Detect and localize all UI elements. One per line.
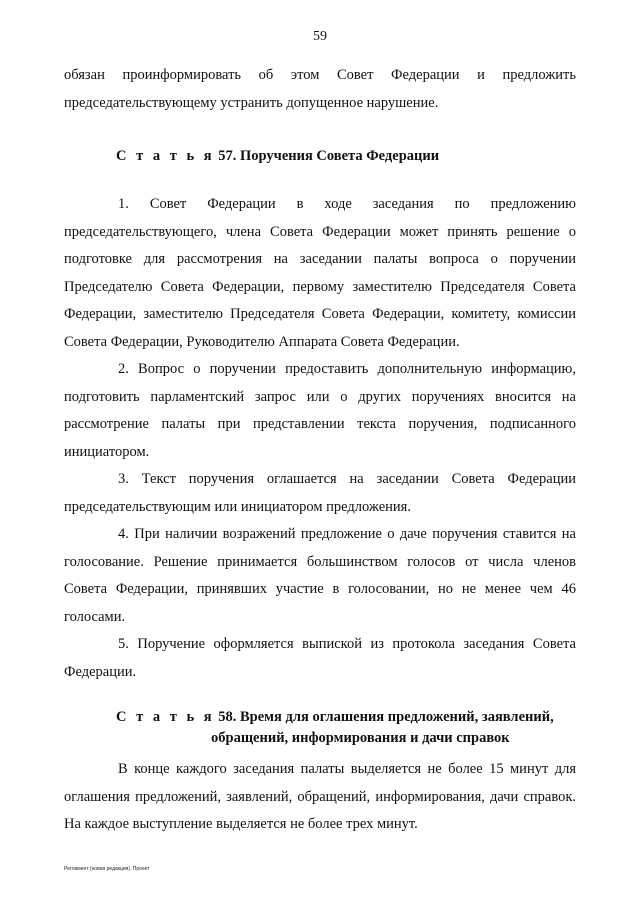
article-57-body	[64, 191, 576, 686]
article-57-paragraph-5: 5. Поручение оформляется выпиской из протокола заседания Совета Федерации.	[64, 636, 576, 680]
article-57-paragraph-2: 2. Вопрос о поручении предоставить дополнительную информацию, подготовить парламентский запрос или о других поручениях вносится на рассмотрение палаты при представлении текста поручения, подписанного инициатором.	[64, 361, 576, 460]
page-number: 59	[313, 29, 327, 44]
article-57-label: С т а т ь я	[116, 148, 215, 164]
intro-line-1: обязан проинформировать об этом Совет Федерации и предложить	[64, 67, 576, 83]
article-58-label: С т а т ь я	[116, 709, 215, 725]
article-58-title-line-1: 58. Время для оглашения предложений, заявлений,	[218, 709, 554, 725]
article-57-title: 57. Поручения Совета Федерации	[218, 148, 440, 164]
article-57-paragraph-4: 4. При наличии возражений предложение о даче поручения ставится на голосование. Решение принимается большинством голосов от числа членов Совета Федерации, принявших участие в голосовании, но не менее чем 46 голосами.	[64, 526, 576, 625]
article-58-body	[64, 756, 576, 839]
intro-line-2: председательствующему устранить допущенное нарушение.	[64, 94, 439, 111]
article-57-heading	[116, 146, 439, 167]
page-footer: Регламент (новая редакция). Проект	[64, 866, 150, 872]
article-58-paragraph-1: В конце каждого заседания палаты выделяется не более 15 минут для оглашения предложений, заявлений, обращений, информирования, дачи справок. На каждое выступление выделяется не более трех минут.	[64, 761, 576, 832]
article-58-title-line-2: обращений, информирования и дачи справок	[211, 730, 510, 746]
article-58-heading	[116, 707, 554, 749]
article-57-paragraph-3: 3. Текст поручения оглашается на заседании Совета Федерации председательствующим или инициатором предложения.	[64, 471, 576, 515]
article-57-paragraph-1: 1. Совет Федерации в ходе заседания по предложению председательствующего, члена Совета Федерации может принять решение о подготовке для рассмотрения на заседании палаты вопроса о поручении Председателю Совета Федерации, первому заместителю Председателя Совета Федерации, заместителю Председателя Совета Федерации, комитету, комиссии Совета Федерации, Руководителю Аппарата Совета Федерации.	[64, 196, 576, 350]
intro-paragraph	[64, 62, 576, 117]
